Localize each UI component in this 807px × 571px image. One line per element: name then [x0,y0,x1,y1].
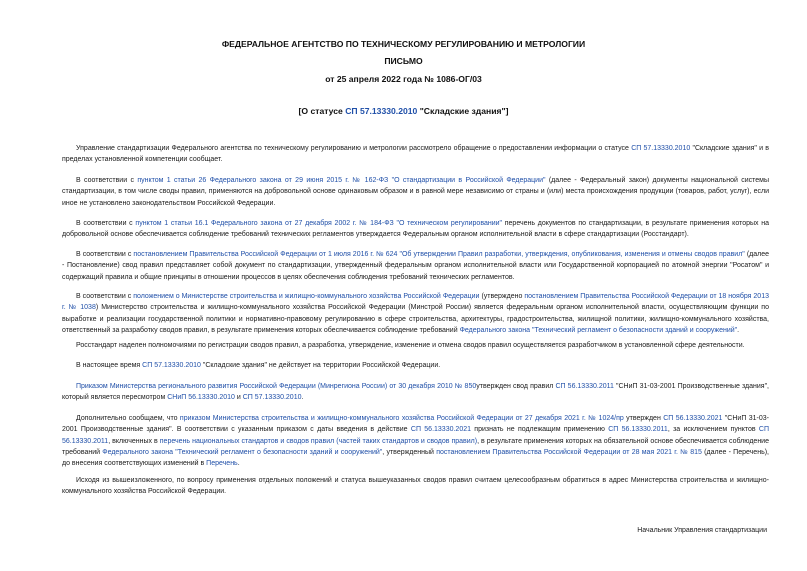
paragraph-text: В настоящее время [76,362,143,369]
document-link[interactable]: СП 57.13330.2010 [242,394,302,402]
paragraph [62,143,769,166]
paragraph-text: . [737,326,740,334]
paragraph-text: (утверждено [479,293,525,300]
paragraph-text: утвержден [623,415,664,422]
document-link[interactable]: СП 57.13330.2010 [142,362,201,369]
document-date-number: от 25 апреля 2022 года № 1086-ОГ/03 [325,74,482,84]
document-link[interactable]: СП 56.13330.2021 [410,426,471,434]
document-link[interactable]: СНиП 56.13330.2010 [167,394,235,402]
document-link[interactable]: Федерального закона от 27 декабря 2002 г. № 184-ФЗ "О техническом регулировании" [211,220,503,227]
paragraph [62,249,769,283]
document-link[interactable]: СП 56.13330.2011 [608,426,668,434]
document-link[interactable]: положением о Министерстве строительства и жилищно-коммунального хозяйства Российской Федерации [133,293,480,300]
document-link[interactable]: Перечень [206,460,238,468]
document-link[interactable]: постановлением Правительства Российской Федерации от 28 мая 2021 г. № 815 [436,448,702,456]
paragraph [62,475,769,498]
paragraph-text: В соответствии с [76,220,136,227]
paragraph-text: перечень документов по стандартизации, в результате применения которых на добровольной основе обеспечивается соблюдение требований технических регламентов утверждается Федеральным органом исполнительной власти в сфере стандартизации (Росстандарт). [62,220,769,239]
document-link[interactable]: приказом Министерства строительства и жилищно-коммунального хозяйства Российской Федерации от 27 декабря 2021 г. № 1024/пр [179,415,624,422]
document-link[interactable]: СП 56.13330.2011 [555,383,614,390]
paragraph [62,175,769,209]
subject-suffix: "Складские здания"] [417,106,509,116]
paragraph-text: (далее - Перечень), до внесения соответствующих изменений в [62,448,769,468]
paragraph-text: ) Министерство строительства и жилищно-коммунального хозяйства Российской Федерации (Минстрой России) является федеральным органом исполнительной власти, осуществляющим функции по выработке и реализации государственной политики и нормативно-правовому регулированию в сфере строительства, архитектуры, градостроительства, жилищной политики, жилищно-коммунального хозяйства, ответственный за разработку сводов правил, в результате применения которых обеспечивается соблюдение требований [62,304,769,334]
subject-prefix: [О статусе [298,106,346,116]
paragraph-text: и [234,394,243,402]
paragraph-text: , утвержденный [382,448,437,456]
paragraph-text: "Складские здания" не действует на территории Российской Федерации. [200,362,441,369]
paragraph [62,360,769,371]
document-link[interactable]: постановлением Правительства Российской Федерации от 1 июля 2016 г. № 624 "Об утверждении Правил разработки, утверждения, опубликования, изменения и отмены сводов правил" [133,251,745,258]
paragraph-text: , в результате применения которых на обязательной основе обеспечивается соблюдение требований [62,437,769,456]
document-link[interactable]: Федерального закона "Технический регламент о безопасности зданий и сооружений" [459,326,738,334]
document-link[interactable]: СП 56.13330.2021 [663,415,723,422]
paragraph-text: . [301,394,304,402]
document-link[interactable]: постановлением Правительства Российской Федерации от 18 ноября 2013 г. № 1038 [62,293,769,312]
document-link[interactable]: Приказом Министерства регионального развития Российской Федерации (Минрегиона России) от 30 декабря 2010 № 850 [76,383,477,390]
document-link[interactable]: Федерального закона "Технический регламент о безопасности зданий и сооружений" [102,448,383,456]
paragraph-text: (далее - Федеральный закон) документы национальной системы стандартизации, в том числе своды правил, применяются на добровольной основе одинаковым образом и в равной мере независимо от страны и (или) места происхождения продукции (товаров, работ, услуг), если иное не установлено законодательством Российской Федерации. [62,177,769,207]
paragraph-text: , включенных в [108,437,160,445]
paragraph [62,291,769,336]
document-type: ПИСЬМО [384,56,423,66]
paragraph-text: Исходя из вышеизложенного, по вопросу применения отдельных положений и статуса вышеуказанных сводов правил считаем целесообразным обратиться в адрес Министерства строительства и жилищно-коммунального хозяйства Российской Федерации. [62,477,769,496]
paragraph [62,340,769,351]
document-link[interactable]: СП 57.13330.2010 [631,145,691,152]
document-subject [0,106,807,116]
document-link[interactable]: пунктом 1 статьи 26 Федерального закона от 29 июня 2015 г. № 162-ФЗ "О стандартизации в Российской Федерации" [137,177,546,184]
paragraph-text: , за исключением пунктов [667,426,759,434]
paragraph-text: В соответствии с [76,293,134,300]
document-link[interactable]: перечень национальных стандартов и сводов правил (частей таких стандартов и сводов правил) [159,437,478,445]
signature-title: Начальник Управления стандартизации [637,527,767,534]
paragraph-text: (далее - Постановление) свод правил представляет собой документ по стандартизации, утвержденный федеральным органом исполнительной власти или Государственной корпорацией по атомной энергии "Росатом" и содержащий правила и общие принципы в отношении процессов в целях обеспечения соблюдения требований технических регламентов. [62,251,770,281]
paragraph-text: "СНиП 31-03-2001 Производственные здания". В соответствии с указанным приказом с даты введения в действие [62,415,769,434]
subject-link[interactable]: СП 57.13330.2010 [345,106,418,116]
paragraph-text: "СНиП 31-03-2001 Производственные здания", который является пересмотром [62,383,770,402]
paragraph [62,413,769,469]
paragraph-text: утвержден свод правил [476,383,556,390]
paragraph-text: . [237,460,240,468]
paragraph-text: В соответствии с [76,177,138,184]
document-link[interactable]: пунктом 1 статьи 16.1 [135,220,209,227]
paragraph [62,381,769,404]
paragraph-text: Росстандарт наделен полномочиями по регистрации сводов правил, а разработка, утверждение, изменение и отмена сводов правил осуществляется разработчиком в установленной сфере деятельности. [76,342,745,349]
paragraph-text: "Складские здания" и в пределах установленной компетенции сообщает. [62,145,770,164]
paragraph-text: В соответствии с [76,251,134,258]
paragraph-text: признать не подлежащим применению [471,426,609,434]
agency-title: ФЕДЕРАЛЬНОЕ АГЕНТСТВО ПО ТЕХНИЧЕСКОМУ РЕГУЛИРОВАНИЮ И МЕТРОЛОГИИ [221,39,586,49]
paragraph-text: Дополнительно сообщаем, что [76,415,180,422]
paragraph-text: Управление стандартизации Федерального агентства по техническому регулированию и метрологии рассмотрело обращение о предоставлении информации о статусе [76,145,632,152]
document-link[interactable]: СП 56.13330.2011 [62,426,769,445]
paragraph [62,218,769,241]
